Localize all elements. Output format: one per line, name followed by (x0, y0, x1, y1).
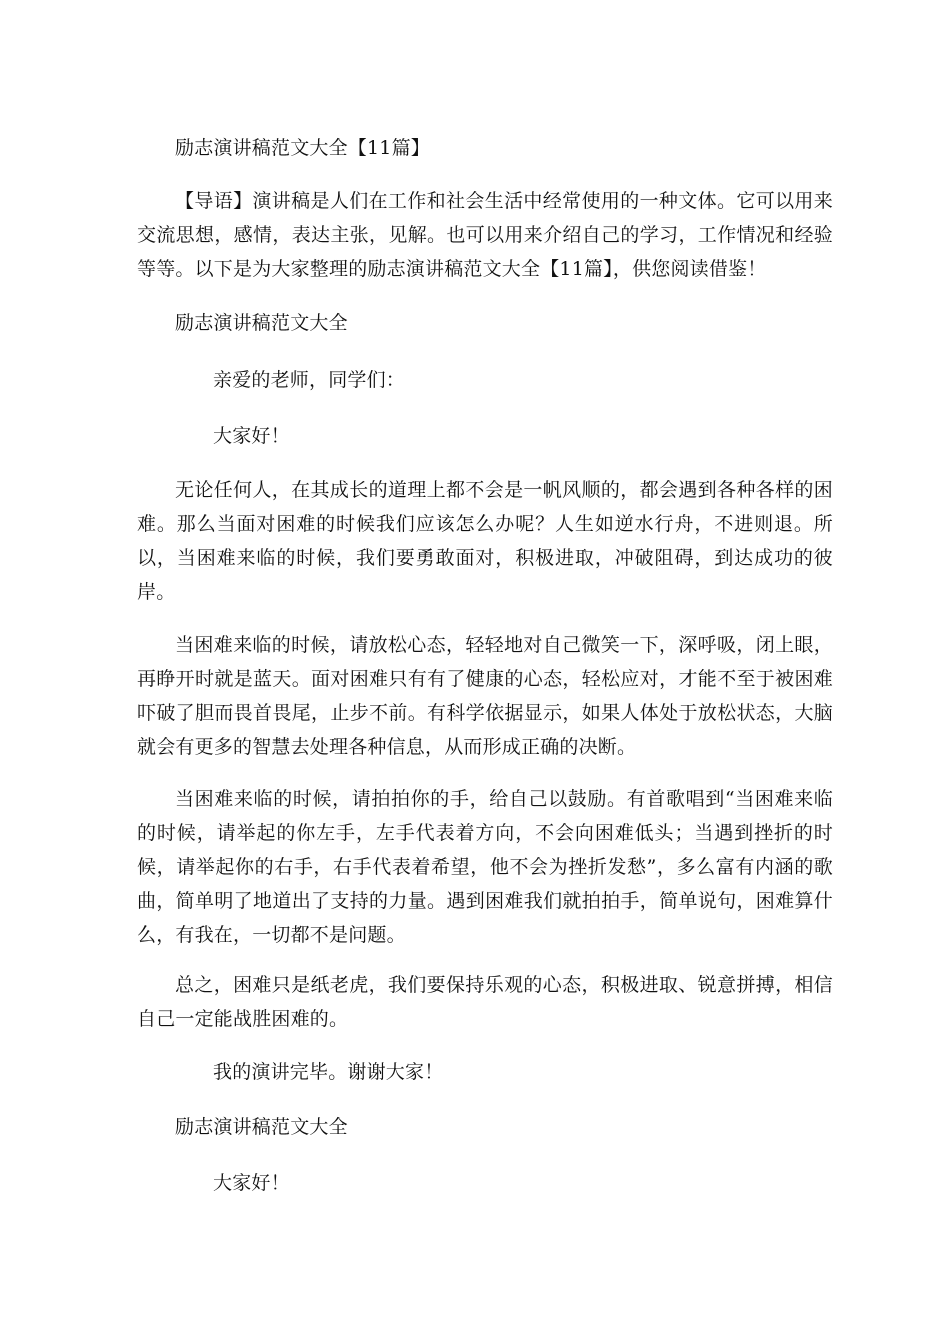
body-paragraph: 当困难来临的时候，请拍拍你的手，给自己以鼓励。有首歌唱到“当困难来临的时候，请举起的你左手，左手代表着方向，不会向困难低头；当遇到挫折的时候，请举起你的右手，右手代表着希望，他不会为挫折发愁”，多么富有内涵的歌曲，简单明了地道出了支持的力量。遇到困难我们就拍拍手，简单说句，困难算什么，有我在，一切都不是问题。 (137, 788, 833, 946)
body-paragraph: 总之，困难只是纸老虎，我们要保持乐观的心态，积极进取、锐意拼搏，相信自己一定能战胜困难的。 (137, 974, 833, 1030)
document-title: 励志演讲稿范文大全【11篇】 (175, 137, 430, 159)
section-heading: 励志演讲稿范文大全 (175, 312, 348, 334)
greeting: 大家好！ (213, 1172, 290, 1194)
intro-paragraph: 【导语】演讲稿是人们在工作和社会生活中经常使用的一种文体。它可以用来交流思想，感情，表达主张，见解。也可以用来介绍自己的学习，工作情况和经验等等。以下是为大家整理的励志演讲稿范文大全【11篇】，供您阅读借鉴！ (137, 190, 833, 280)
closing-line: 我的演讲完毕。谢谢大家！ (213, 1061, 444, 1083)
greeting: 大家好！ (213, 425, 290, 447)
salutation: 亲爱的老师，同学们： (213, 369, 406, 391)
section-heading: 励志演讲稿范文大全 (175, 1116, 348, 1138)
body-paragraph: 当困难来临的时候，请放松心态，轻轻地对自己微笑一下，深呼吸，闭上眼，再睁开时就是蓝天。面对困难只有有了健康的心态，轻松应对，才能不至于被困难吓破了胆而畏首畏尾，止步不前。有科学依据显示，如果人体处于放松状态，大脑就会有更多的智慧去处理各种信息，从而形成正确的决断。 (137, 634, 833, 758)
body-paragraph: 无论任何人，在其成长的道理上都不会是一帆风顺的，都会遇到各种各样的困难。那么当面对困难的时候我们应该怎么办呢？人生如逆水行舟，不进则退。所以，当困难来临的时候，我们要勇敢面对，积极进取，冲破阻碍，到达成功的彼岸。 (137, 479, 833, 603)
